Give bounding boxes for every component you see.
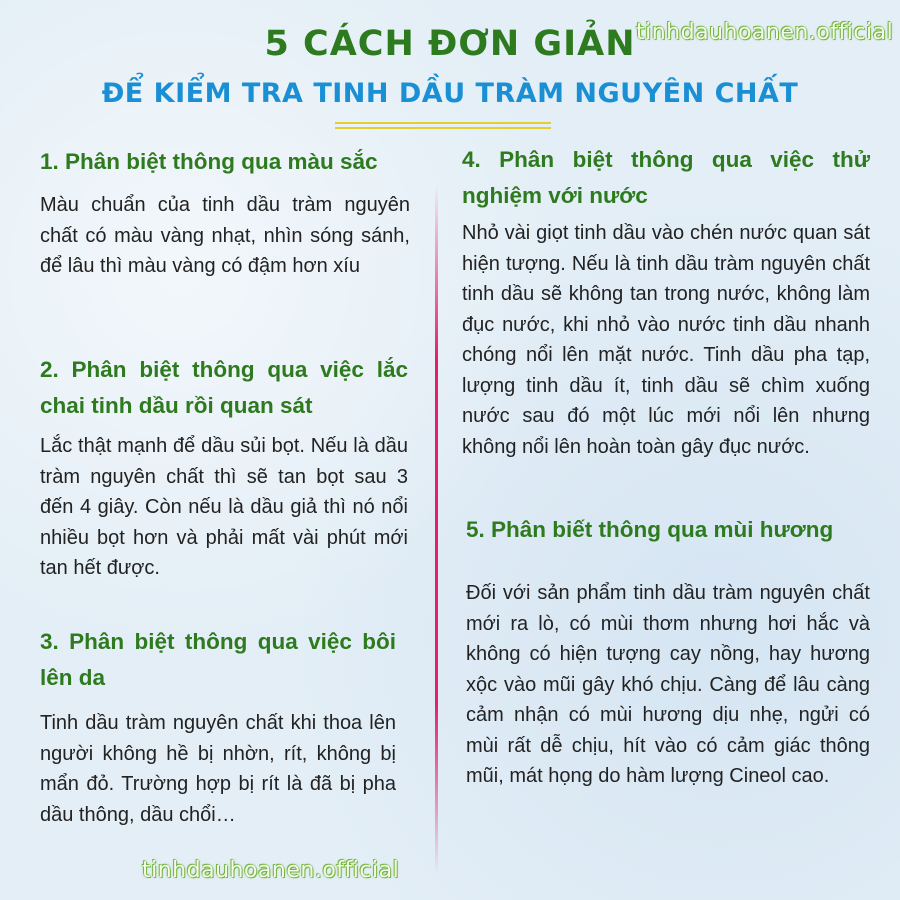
section-4 xyxy=(462,142,870,462)
section-heading: 3. Phân biệt thông qua việc bôi lên da xyxy=(40,629,396,690)
section-1 xyxy=(40,144,410,282)
watermark-top: tinhdauhoanen.official xyxy=(636,20,894,45)
section-heading: 4. Phân biệt thông qua việc thử nghiệm với nước xyxy=(462,147,870,208)
title-underline-second xyxy=(335,127,551,129)
page-title: 5 CÁCH ĐƠN GIẢN xyxy=(264,24,636,64)
section-body: Tinh dầu tràm nguyên chất khi thoa lên người không hề bị nhờn, rít, không bị mẩn đỏ. Trường hợp bị rít là đã bị pha dầu thông, dầu chổi… xyxy=(40,712,396,826)
title-underline xyxy=(335,122,551,124)
section-body: Màu chuẩn của tinh dầu tràm nguyên chất có màu vàng nhạt, nhìn sóng sánh, để lâu thì màu vàng có đậm hơn xíu xyxy=(40,194,410,277)
section-heading: 5. Phân biết thông qua mùi hương xyxy=(466,517,834,542)
section-5 xyxy=(466,512,870,792)
section-3 xyxy=(40,624,396,830)
watermark-bottom: tinhdauhoanen.official xyxy=(142,858,400,883)
section-heading: 1. Phân biệt thông qua màu sắc xyxy=(40,149,378,174)
column-divider xyxy=(435,185,438,875)
section-body: Nhỏ vài giọt tinh dầu vào chén nước quan sát hiện tượng. Nếu là tinh dầu tràm nguyên chất tinh dầu sẽ không tan trong nước, không làm đục nước, khi nhỏ vào nước tinh dầu nhanh chóng nổi lên mặt nước. Tinh dầu pha tạp, lượng tinh dầu ít, tinh dầu sẽ chìm xuống nước sau đó một lúc mới nổi lên nhưng không nổi lên hoàn toàn gây đục nước. xyxy=(462,222,870,458)
section-body: Đối với sản phẩm tinh dầu tràm nguyên chất mới ra lò, có mùi thơm nhưng hơi hắc và không có hiện tượng cay nồng, hay hương xộc vào mũi gây khó chịu. Càng để lâu càng cảm nhận có mùi hương dịu nhẹ, ngửi có mùi rất dễ chịu, hít vào có cảm giác thông mũi, mát họng do hàm lượng Cineol cao. xyxy=(466,582,870,787)
section-2 xyxy=(40,352,408,584)
page-subtitle: ĐỂ KIỂM TRA TINH DẦU TRÀM NGUYÊN CHẤT xyxy=(101,78,799,109)
section-body: Lắc thật mạnh để dầu sủi bọt. Nếu là dầu tràm nguyên chất thì sẽ tan bọt sau 3 đến 4 giây. Còn nếu là dầu giả thì nó nổi nhiều bọt hơn và phải mất vài phút mới tan hết được. xyxy=(40,435,408,579)
section-heading: 2. Phân biệt thông qua việc lắc chai tinh dầu rồi quan sát xyxy=(40,357,408,418)
